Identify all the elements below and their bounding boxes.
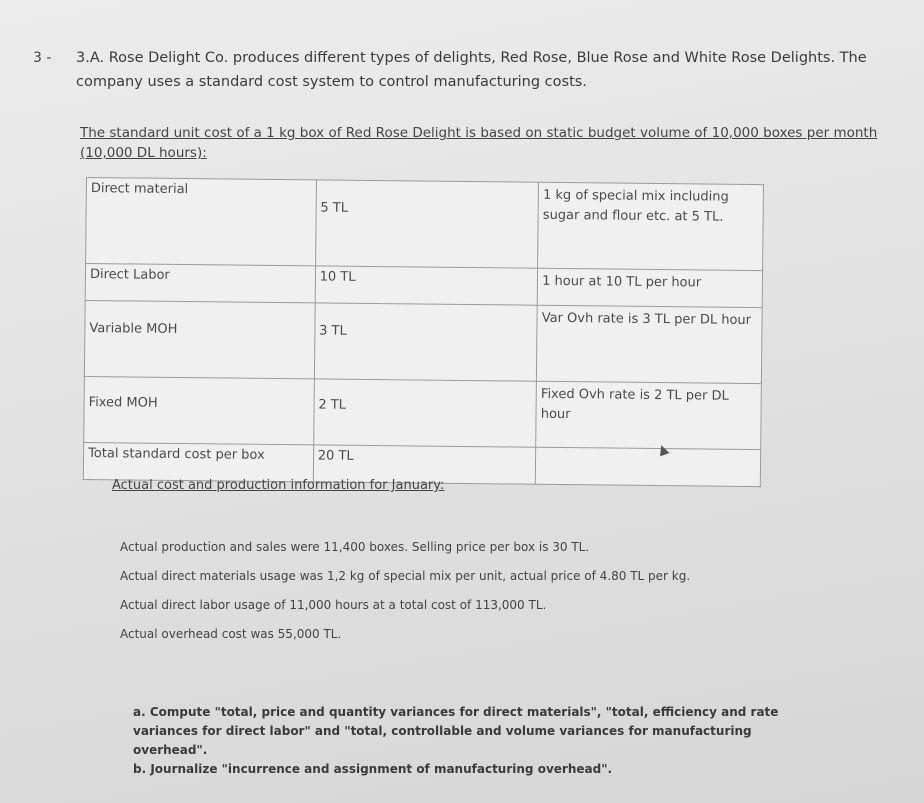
task-b: b. Journalize "incurrence and assignment of manufacturing overhead". bbox=[133, 762, 612, 776]
cost-item: Total standard cost per box bbox=[83, 442, 313, 481]
actual-fact: Actual production and sales were 11,400 boxes. Selling price per box is 30 TL. bbox=[120, 540, 590, 554]
cost-amount: 2 TL bbox=[313, 379, 536, 447]
table-row bbox=[84, 300, 762, 383]
actual-fact: Actual direct labor usage of 11,000 hours at a total cost of 113,000 TL. bbox=[120, 598, 547, 612]
table-row bbox=[84, 376, 762, 449]
cost-note bbox=[536, 447, 761, 486]
cost-note: Var Ovh rate is 3 TL per DL hour bbox=[537, 305, 763, 383]
cost-amount: 5 TL bbox=[315, 180, 538, 268]
actual-fact: Actual overhead cost was 55,000 TL. bbox=[120, 627, 342, 641]
actual-fact: Actual direct materials usage was 1,2 kg of special mix per unit, actual price of 4.80 TL per kg. bbox=[120, 569, 691, 583]
task-a: a. Compute "total, price and quantity variances for direct materials", "total, efficiency and rate variances for direct labor" and "total, controllable and volume variances for manufacturing overhead". bbox=[133, 705, 779, 757]
cost-note: Fixed Ovh rate is 2 TL per DL hour bbox=[536, 381, 761, 449]
standard-cost-heading: The standard unit cost of a 1 kg box of Red Rose Delight is based on static budget volume of 10,000 boxes per month (10,000 DL hours): bbox=[80, 125, 878, 161]
table-row bbox=[86, 178, 764, 271]
actual-info-heading: Actual cost and production information for January: bbox=[112, 478, 445, 493]
standard-cost-table bbox=[83, 177, 764, 487]
question-number: 3 - bbox=[33, 50, 52, 66]
cost-note: 1 hour at 10 TL per hour bbox=[537, 268, 762, 307]
cost-item: Fixed MOH bbox=[84, 376, 314, 444]
task-list bbox=[133, 703, 823, 779]
actual-facts-list bbox=[120, 540, 690, 656]
cost-note: 1 kg of special mix including sugar and flour etc. at 5 TL. bbox=[538, 182, 764, 270]
cost-amount: 3 TL bbox=[314, 303, 537, 381]
cost-item: Direct Labor bbox=[85, 264, 315, 303]
question-intro: 3.A. Rose Delight Co. produces different types of delights, Red Rose, Blue Rose and White Rose Delights. The company uses a standard cost system to control manufacturing costs. bbox=[76, 50, 867, 90]
cost-item: Variable MOH bbox=[84, 300, 315, 378]
cost-amount: 20 TL bbox=[313, 445, 536, 484]
cost-amount: 10 TL bbox=[315, 266, 538, 305]
cost-item: Direct material bbox=[86, 178, 317, 266]
